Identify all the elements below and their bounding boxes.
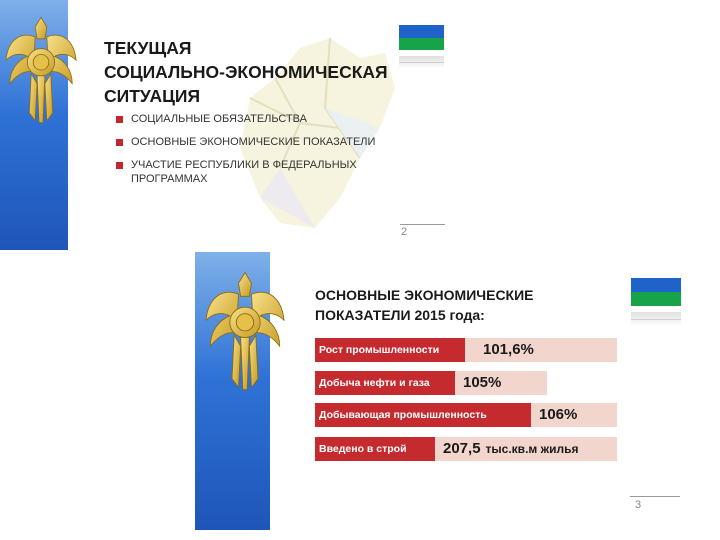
indicator-value-box	[443, 437, 579, 461]
indicator-label: Добыча нефти и газа	[315, 371, 455, 395]
indicator-value: 105%	[463, 374, 502, 391]
title-line: ОСНОВНЫЕ ЭКОНОМИЧЕСКИЕ	[315, 287, 534, 303]
indicator-value-box	[539, 403, 577, 427]
page-number: 3	[635, 499, 642, 511]
title-line: ПОКАЗАТЕЛИ 2015 года:	[315, 307, 485, 323]
indicator-label: Введено в строй	[315, 437, 435, 461]
komi-flag-icon	[631, 278, 681, 320]
slide-title	[104, 36, 404, 108]
indicator-label: Добывающая промышленность	[315, 403, 531, 427]
slide-3	[195, 252, 685, 530]
indicator-unit: тыс.кв.м жилья	[485, 442, 579, 456]
indicator-value-box	[483, 338, 534, 362]
slide-2	[0, 0, 450, 250]
title-line: СОЦИАЛЬНО-ЭКОНОМИЧЕСКАЯ	[104, 62, 388, 82]
topic-label: СОЦИАЛЬНЫЕ ОБЯЗАТЕЛЬСТВА	[131, 113, 307, 125]
topic-label: ОСНОВНЫЕ ЭКОНОМИЧЕСКИЕ ПОКАЗАТЕЛИ	[131, 136, 376, 148]
indicator-value: 207,5	[443, 440, 481, 457]
topic-item	[116, 135, 406, 149]
topic-item	[116, 112, 406, 126]
slide-title	[315, 285, 615, 325]
bullet-square-icon	[116, 139, 123, 146]
topic-label: УЧАСТИЕ РЕСПУБЛИКИ В ФЕДЕРАЛЬНЫХ ПРОГРАММАХ	[131, 159, 357, 185]
page-number: 2	[401, 226, 408, 238]
title-line: ТЕКУЩАЯ	[104, 38, 192, 58]
komi-flag-icon	[399, 25, 444, 63]
emblem-icon	[197, 266, 293, 396]
page-number-rule	[630, 496, 680, 497]
indicator-value: 101,6%	[483, 341, 534, 358]
page-number-rule	[400, 224, 445, 225]
topic-item	[116, 158, 406, 186]
bullet-square-icon	[116, 162, 123, 169]
indicator-value: 106%	[539, 406, 578, 423]
bullet-square-icon	[116, 116, 123, 123]
topic-list	[116, 112, 406, 195]
indicator-value-box	[463, 371, 501, 395]
indicator-label: Рост промышленности	[315, 338, 465, 362]
emblem-icon	[2, 10, 80, 130]
title-line: СИТУАЦИЯ	[104, 86, 201, 106]
